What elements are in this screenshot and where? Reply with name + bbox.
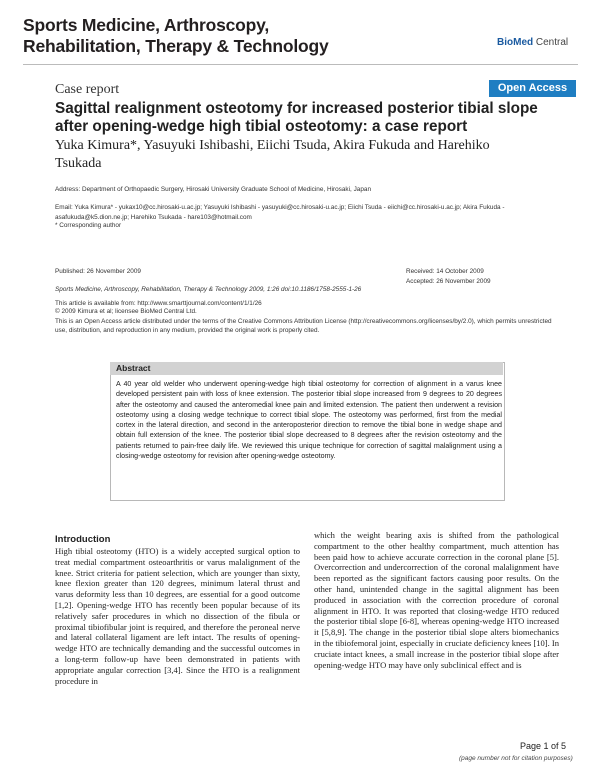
- license-text: This is an Open Access article distributed under the terms of the Creative Commons Attribution License (http://creativecommons.org/licenses/by/2.0), which permits unrestricted use, distribution, and reproduction in any medium, provided the original work is properly cited.: [55, 317, 552, 334]
- publication-info: [55, 267, 385, 309]
- abstract-heading: Abstract: [116, 363, 151, 373]
- journal-title: [23, 15, 329, 57]
- header-divider: [23, 64, 578, 65]
- author-list: Yuka Kimura*, Yasuyuki Ishibashi, Eiichi Tsuda, Akira Fukuda and Harehiko Tsukada: [55, 138, 490, 171]
- corresponding-note: * Corresponding author: [55, 222, 122, 229]
- abstract-header-bar: [110, 362, 503, 375]
- dates-block: [406, 267, 566, 286]
- journal-title-line2: Rehabilitation, Therapy & Technology: [23, 36, 329, 56]
- page-note: (page number not for citation purposes): [459, 755, 573, 762]
- page-number: Page 1 of 5: [520, 741, 567, 751]
- license-block: [55, 307, 565, 336]
- journal-title-line1: Sports Medicine, Arthroscopy,: [23, 15, 270, 35]
- body-column-left: [55, 534, 300, 686]
- author-emails: Email: Yuka Kimura* - yukax10@cc.hirosaki-u.ac.jp; Yasuyuki Ishibashi - yasuyuki@cc.hirosaki-u.ac.jp; Eiichi Tsuda - eiichi@cc.hirosaki-u.ac.jp; Akira Fukuda - asafukuda@k5.dion.ne.jp; Harehiko Tsukada - hare103@hotmail.com: [55, 204, 505, 221]
- accepted-date: Accepted: 26 November 2009: [406, 277, 491, 285]
- received-date: Received: 14 October 2009: [406, 268, 484, 275]
- introduction-heading: Introduction: [55, 534, 111, 545]
- affiliation: Address: Department of Orthopaedic Surgery, Hirosaki University Graduate School of Medicine, Hirosaki, Japan: [55, 186, 372, 193]
- biomed-central-logo: [497, 37, 568, 48]
- article-type: Case report: [55, 82, 120, 97]
- body-column-right: [314, 530, 559, 670]
- published-date: Published: 26 November 2009: [55, 268, 141, 275]
- logo-bio: BioMed: [497, 37, 534, 48]
- citation: Sports Medicine, Arthroscopy, Rehabilitation, Therapy & Technology 2009, 1:26 doi:10.1186/1758-2555-1-26: [55, 285, 362, 293]
- abstract-text: A 40 year old welder who underwent opening-wedge high tibial osteotomy for correction of alignment in a varus knee developed persistent pain with loss of knee extension. The posterior tibial slope increased from 9 degrees to 20 degrees after the osteotomy and caused the anteromedial knee pain and limited extension. The patient then underwent a revision osteotomy using a closing wedge technique to correct tibial slope. The osteotomy was performed, first from the medial cortex in the lateral direction, and second in the anteroposterior direction to remove the tibial bone in wedge shape and obtain full extension of the knee. The posterior tibial slope decreased to 8 degrees after the revision osteotomy and the patients returned to pain-free daily life. We reviewed this unique technique for correction of sagittal malalignment using a closing-wedge osteotomy for revision after opening-wedge osteotomy.: [116, 380, 502, 461]
- article-url[interactable]: This article is available from: http://www.smarttjournal.com/content/1/1/26: [55, 300, 262, 307]
- body-text-right: which the weight bearing axis is shifted from the pathological compartment to the other healthy compartment, much attention has been paid how to achieve accurate correction in the coronal plane [5]. Overcorrection and undercorrection of the coronal malalignment have been reported as the significant factors causing poor results. On the other hand, unintended change in the sagittal alignment has been produced in association with the correction procedure of coronal alignment in HTO. It was reported that closing-wedge HTO reduced the posterior tibial slope [6-8], whereas opening-wedge HTO increased it [5,8,9]. The change in the posterior tibial slope alters biomechanics in the tibiofemoral joint, especially in cruciate deficiency knees [10]. In cruciate intact knees, a small increase in the posterior tibial slope after opening-wedge HTO may have only subclinical effect and is: [314, 530, 559, 670]
- body-text-left: High tibial osteotomy (HTO) is a widely accepted surgical option to treat medial compartment osteoarthritis or varus malalignment of the knee. Strict criteria for patient selection, which are younger than sixty, knee flexion greater than 120 degrees, minimum lateral thrust and varus deformity less than 10 degrees, are essential for a good outcome [1,2]. Opening-wedge HTO has recently been popular because of its relatively safer procedures in which no dissection of the fibula or proximal tibiofibular joint is required, and therefore the peroneal nerve and lateral collateral ligament are left intact. The results of opening-wedge HTO are technically demanding and the successful outcomes in a long-term follow-up have been demonstrated in patients with appropriate angular correction [3,4]. Since the HTO is a realignment procedure in: [55, 546, 300, 686]
- copyright: © 2009 Kimura et al; licensee BioMed Central Ltd.: [55, 308, 197, 315]
- open-access-badge: Open Access: [489, 80, 576, 97]
- logo-central: Central: [533, 37, 569, 48]
- article-title: Sagittal realignment osteotomy for increased posterior tibial slope after opening-wedge high tibial osteotomy: a case report: [55, 100, 538, 135]
